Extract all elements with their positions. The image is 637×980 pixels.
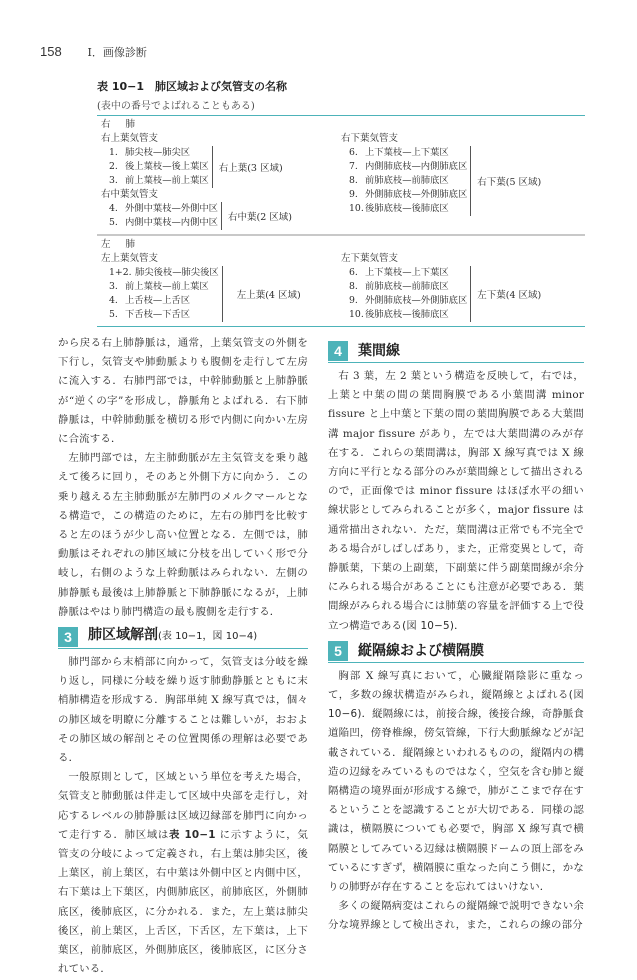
table-reference: 表 10−1 <box>169 828 216 841</box>
segment-name: 前肺底枝—前肺底区 <box>365 281 449 292</box>
segment-number: 5. <box>109 309 118 320</box>
table-subtitle: (表中の番号でよばれることもある) <box>97 97 585 116</box>
segment-name: 上下葉枝—上下葉区 <box>365 147 449 158</box>
segment-name: 肺尖枝—肺尖区 <box>125 147 191 158</box>
segment-name: 内側中葉枝—内側中区 <box>125 217 218 228</box>
section-title: I．画像診断 <box>87 46 147 59</box>
running-head <box>40 44 147 60</box>
section-title-text: 肺区域解剖 <box>88 627 158 644</box>
group-name: 右上葉気管支 <box>101 133 159 144</box>
segment-name: 後肺底枝—後肺底区 <box>365 309 449 320</box>
right-text-column <box>328 340 584 936</box>
section-number-badge: 4 <box>328 341 348 361</box>
segment-list <box>337 146 471 216</box>
right-lower-column <box>337 132 585 230</box>
left-upper-column <box>97 252 337 322</box>
segment-row <box>337 266 467 280</box>
segment-number: 3. <box>109 281 118 292</box>
right-lung-block <box>97 116 585 236</box>
section-reference: (表 10−1，図 10−4) <box>158 631 258 643</box>
segment-number: 9. <box>349 295 358 306</box>
segment-number: 1. <box>109 147 118 158</box>
segment-list <box>97 266 223 322</box>
lobe-label: 右中葉(2 区域) <box>227 212 292 223</box>
section-title <box>88 624 257 648</box>
segment-name: 下舌枝—下舌区 <box>125 309 191 320</box>
segment-name: 前上葉枝—前上葉区 <box>125 175 209 186</box>
group-name: 右下葉気管支 <box>341 133 399 144</box>
segment-row <box>337 160 467 174</box>
segment-number: 4. <box>109 295 118 306</box>
segment-row <box>337 294 467 308</box>
lobe-label: 左上葉(4 区域) <box>236 290 301 301</box>
segment-row <box>97 266 219 280</box>
text-run: 右 3 葉，左 2 葉という構造を反映して，右では，上葉と中葉の間の葉間胸膜である小葉間溝 minor fissure と上中葉と下葉の間の葉間胸膜である大葉間溝 major fissure があり，左では大葉間溝のみが存在する．これらの葉間溝は，胸部 X 線写真では X 線方向に平行となる部分のみが葉間線として描出されるので，正面像では minor fissure はほぼ水平の細い線状影としてみられることが多く，major fissure は通常描出されない．ただ，葉間溝は正常でも不完全である場合がしばしばあり，また，正常変異として，奇静脈葉，下葉の上副葉，下副葉に伴う副葉間線が余分にみられる場合があることにも注意が必要である．葉間線がみられる場合には肺葉の容量を評価する上で役立つ構造である <box>328 370 584 632</box>
group-name: 右中葉気管支 <box>101 189 159 200</box>
bronchus-group <box>337 146 585 216</box>
segment-row <box>97 160 209 174</box>
segment-name: 後上葉枝—後上葉区 <box>125 161 209 172</box>
segment-row <box>97 216 218 230</box>
segment-number: 10. <box>349 203 364 214</box>
segment-name: 後肺底枝—後肺底区 <box>365 203 449 214</box>
segment-list <box>97 202 222 230</box>
segment-name: 上舌枝—上舌区 <box>125 295 191 306</box>
segment-name: 上下葉枝—上下葉区 <box>365 267 449 278</box>
segment-row <box>97 146 209 160</box>
section-title: 葉間線 <box>358 343 400 359</box>
segment-number: 8. <box>349 281 358 292</box>
text-run: 一般原則として，区域という単位を考えた場合，気管支と肺動脈は伴走して区域中央部を走行し，対応するレベルの肺静脈は区域辺縁部を肺門に向かって走行する．肺区域は <box>58 771 308 841</box>
section-heading-5 <box>328 640 584 663</box>
text-run: ． <box>454 619 465 632</box>
left-lung-label: 左 肺 <box>101 239 142 250</box>
paragraph: から戻る右上肺静脈は，通常，上葉気管支の外側を下行し，気管支や肺動脈よりも腹側を走行して左房に流入する．右肺門部では，中幹肺動脈と上肺静脈が“逆くの字”を形成し，静脈角とよばれる．右下肺静脈は，中幹肺動脈を横切る形で内側に向かい左房に合流する． <box>58 337 308 446</box>
segment-number: 4. <box>109 203 118 214</box>
bronchus-group <box>337 266 585 322</box>
bronchus-group <box>97 202 337 230</box>
segment-number: 6. <box>349 147 358 158</box>
segment-number: 7. <box>349 161 358 172</box>
segment-name: 前上葉枝—前上葉区 <box>125 281 209 292</box>
segment-row <box>97 308 219 322</box>
group-name: 左下葉気管支 <box>341 253 399 264</box>
section-number-badge: 3 <box>58 627 78 647</box>
segment-name: 外側肺底枝—外側肺底区 <box>365 295 468 306</box>
section-heading-3 <box>58 626 308 649</box>
segment-name: 肺尖後枝—肺尖後区 <box>135 267 219 278</box>
segment-number: 10. <box>349 309 364 320</box>
segment-number: 3. <box>109 175 118 186</box>
paragraph <box>58 768 308 979</box>
lobe-label: 右下葉(5 区域) <box>477 177 542 188</box>
right-upper-middle-column <box>97 132 337 230</box>
text-run: 胸部 X 線写真において，心臓縦隔陰影に重なって，多数の線状構造がみられ，縦隔線とよばれる <box>328 669 584 702</box>
segment-number: 2. <box>109 161 118 172</box>
figure-reference: (図 10−5) <box>402 619 455 632</box>
lobe-label: 左下葉(4 区域) <box>477 290 542 301</box>
segment-number: 5. <box>109 217 118 228</box>
paragraph: 多くの縦隔病変はこれらの縦隔線で説明できない余分な境界線として検出され，また，これらの線の部分 <box>328 900 584 932</box>
segment-number: 1+2. <box>109 267 132 278</box>
segment-number: 9. <box>349 189 358 200</box>
segment-row <box>97 280 219 294</box>
paragraph: 肺門部から末梢部に向かって，気管支は分岐を繰り返し，同様に分岐を繰り返す肺動静脈とともに末梢肺構造を形成する．胸部単純 X 線写真では，個々の肺区域を明瞭に分離することは難しいが，おおよその肺区域の解剖とその位置関係の理解は必要である． <box>58 656 308 765</box>
segment-name: 外側中葉枝—外側中区 <box>125 203 218 214</box>
text-run: ．縦隔線には，前接合線，後接合線，奇静脈食道陥凹，傍脊椎線，傍気管線，下行大動脈線などが記載されている．縦隔線といわれるものの，縦隔内の構造の辺縁をみているものではなく，空気を含む肺と縦隔構造の境界面が形成する線で，肺がここまで存在するということを認識することが大切である．同様の認識は，横隔膜についても必要で，胸部 X 線写真で横隔膜としてみている辺縁は横隔膜ドームの頂上部をみているにすぎず，横隔膜に重なった向こう側に，かなりの肺野が存在することを忘れてはいけない． <box>328 708 584 894</box>
segment-row <box>337 146 467 160</box>
left-lung-block <box>97 236 585 327</box>
segment-row <box>337 188 467 202</box>
text-run: に示すように，気管支の分岐によって定義され，右上葉は肺尖区，後上葉区，前上葉区，右中葉は外側中区と内側中区，右下葉は上下葉区，内側肺底区，前肺底区，外側肺底区，後肺底区，に分かれる．また，左上葉は肺尖後区，前上葉区，上舌区，下舌区，左下葉は，上下葉区，前肺底区，外側肺底区，後肺底区，に区分されている． <box>58 828 308 976</box>
right-lung-label: 右 肺 <box>101 119 142 130</box>
section-heading-4 <box>328 340 584 363</box>
paragraph: 左肺門部では，左主肺動脈が左主気管支を乗り越えて後ろに回り，そのあと外側下方に向かう．この乗り越える左主肺動脈が左肺門のメルクマールとなる構造で，この構造のために，左右の肺門を比較すると左のほうが少し高い位置となる．左側では，肺動脈はそれぞれの肺区域に分枝を出していく形で分岐し，右側のような上幹動脈はみられない．左側の肺静脈も最後は上肺静脈と下肺静脈になるが，上肺静脈はやはり肺門構造の最も腹側を走行する． <box>58 452 308 618</box>
segment-list <box>337 266 471 322</box>
table-title: 表 10−1 肺区域および気管支の名称 <box>97 80 288 93</box>
paragraph <box>328 667 584 897</box>
segment-row <box>337 202 467 216</box>
segment-name: 外側肺底枝—外側肺底区 <box>365 189 468 200</box>
segment-number: 8. <box>349 175 358 186</box>
segment-name: 内側肺底枝—内側肺底区 <box>365 161 468 172</box>
segment-row <box>97 294 219 308</box>
left-lower-column <box>337 252 585 322</box>
segment-name: 前肺底枝—前肺底区 <box>365 175 449 186</box>
page-number: 158 <box>40 44 62 59</box>
segment-row <box>337 308 467 322</box>
segment-row <box>97 174 209 188</box>
bronchus-group <box>97 266 337 322</box>
group-name: 左上葉気管支 <box>101 253 159 264</box>
segment-row <box>337 174 467 188</box>
segment-list <box>97 146 213 188</box>
lobe-label: 右上葉(3 区域) <box>218 163 283 174</box>
segment-row <box>337 280 467 294</box>
bronchus-group <box>97 146 337 188</box>
paragraph <box>328 367 584 636</box>
segment-row <box>97 202 218 216</box>
table-10-1 <box>97 78 585 327</box>
section-number-badge: 5 <box>328 641 348 661</box>
left-text-column <box>58 334 308 980</box>
segment-number: 6. <box>349 267 358 278</box>
section-title: 縦隔線および横隔膜 <box>358 642 484 659</box>
figure-reference: (図 10−6) <box>328 689 584 721</box>
